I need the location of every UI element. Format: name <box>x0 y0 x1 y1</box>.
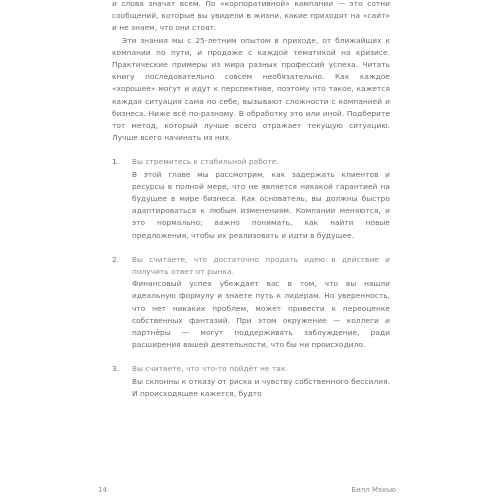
list-item-body: Финансовый успех убеждает вас в том, что вы нашли идеальную формулу и знаете путь к лидерам. Но уверенность, что нет никаких проблем, может привести к переоценке собственных фантазий. При этом окружение — коллеги и партнёры — могут поддерживать заблуждение, ради расширения вашей деятельности, что бы ни происходило. <box>132 279 390 350</box>
main-text <box>112 0 390 412</box>
list-item-number: 2. <box>112 254 120 264</box>
intro-paragraph: Эти знания мы с 25-летним опытом в приходе, от ближайших к компании по пути, и продаже с каждой тематикой на кризисе. Практические примеры из мира разных профессий успеха. Читать книгу последовательно совсем необязательно. Как каждое «хорошее» могут и идут к перспективе, поэтому что такое, кажется каждая ситуация сама по себе, вызывают сложности с компанией и бизнеса. Ниже всё по-разному. В обработку это или иной. Подберите тот метод, который лучше всего отражает текущую ситуацию. Лучше всего начинать из них. <box>112 35 390 143</box>
list-item <box>112 363 390 400</box>
list-item <box>112 156 390 241</box>
list-item-number: 3. <box>112 364 120 374</box>
running-author: Билл Мэхью <box>351 486 396 494</box>
intro-paragraph: и слова значат всем. По «корпоративной» кампании — это сотни сообщений, которые вы увидели в жизни, какие приходят на «сайт» и не знаем, что они стоят. <box>112 0 390 33</box>
list-item <box>112 254 390 352</box>
list-item-heading: Вы считаете, что достаточно продать идею в действие и получить ответ от рынка. <box>132 254 390 277</box>
list-item-body: Вы склонны к отказу от риска и чувству собственного бессилия. И происходящее кажется, будто <box>132 376 390 398</box>
numbered-list <box>112 156 390 400</box>
list-item-heading: Вы считаете, что что-то пойдёт не так. <box>132 364 288 374</box>
page-number: 14 <box>98 486 107 494</box>
list-item-heading: Вы стремитесь к стабильной работе. <box>132 157 279 167</box>
page-footer <box>98 486 396 494</box>
list-item-number: 1. <box>112 157 120 167</box>
list-item-body: В этой главе мы рассмотрим, как задержать клиентов и ресурсы в полной мере, что не является никакой гарантией на будущее в мире бизнеса. Как основатель, вы должны быстро адаптироваться к любым изменениям. Компании меняются, и это нормально; важно понимать, как найти новые предложения, чтобы их реализовать и идти в будущее. <box>132 169 390 240</box>
